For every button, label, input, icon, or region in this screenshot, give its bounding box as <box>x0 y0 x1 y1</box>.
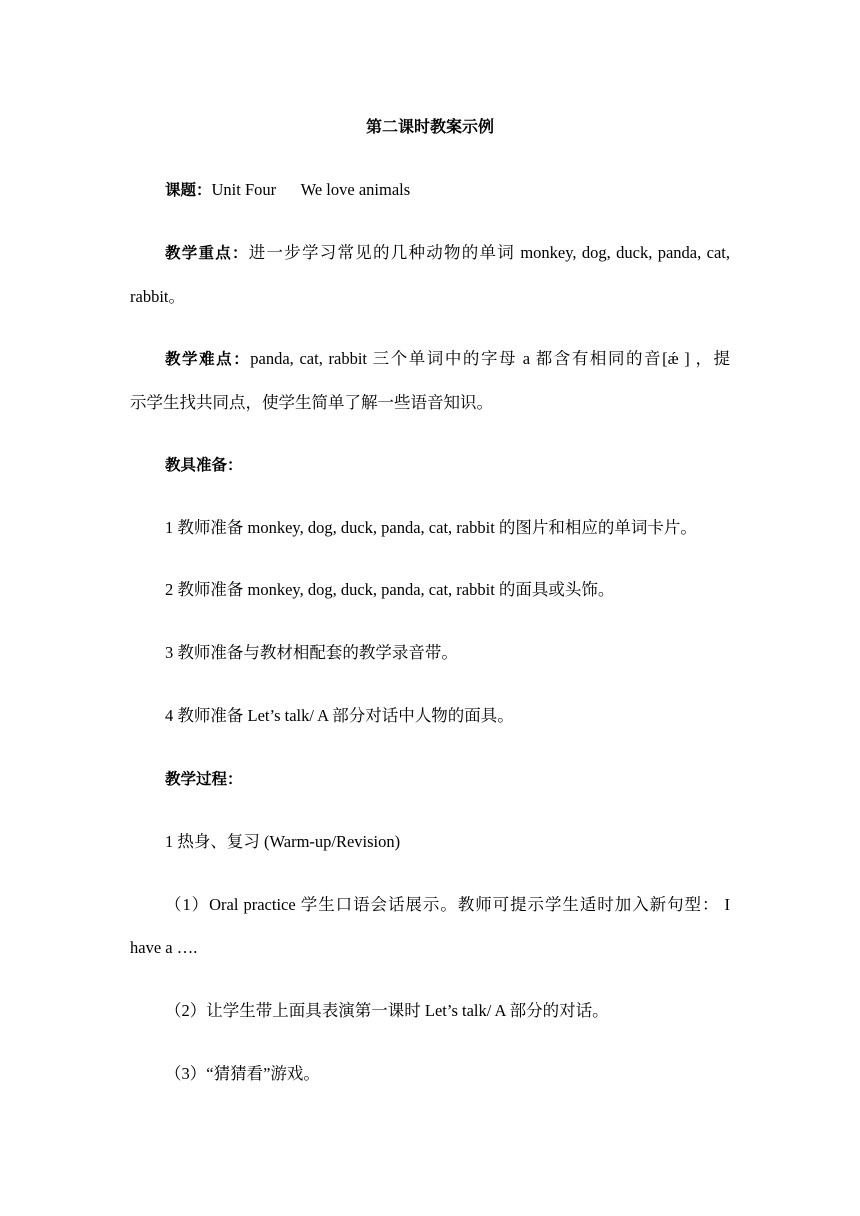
materials-item-3: 3 教师准备与教材相配套的教学录音带。 <box>165 643 458 662</box>
process-sub-2: （2）让学生带上面具表演第一课时 Let’s talk/ A 部分的对话。 <box>165 1001 609 1020</box>
topic-value: Unit Four We love animals <box>211 180 411 199</box>
process-sub-1-line-1: （1）Oral practice 学生口语会话展示。教师可提示学生适时加入新句型： I <box>165 895 730 914</box>
materials-item-1: 1 教师准备 monkey, dog, duck, panda, cat, rabbit 的图片和相应的单词卡片。 <box>165 518 697 537</box>
difficulties-line-1 <box>165 349 730 369</box>
materials-item-2: 2 教师准备 monkey, dog, duck, panda, cat, rabbit 的面具或头饰。 <box>165 580 615 599</box>
process-step-1: 1 热身、复习 (Warm-up/Revision) <box>165 832 401 851</box>
topic-label: 课题： <box>165 181 212 199</box>
materials-heading: 教具准备： <box>165 456 243 474</box>
process-sub-1-line-2: have a …. <box>130 938 198 957</box>
difficulties-label: 教学难点： <box>165 350 251 368</box>
process-sub-3: （3）“猜猜看”游戏。 <box>165 1064 320 1083</box>
key-points-text: 进一步学习常见的几种动物的单词 monkey, dog, duck, panda, cat, <box>248 243 730 262</box>
key-points-line-2: rabbit。 <box>130 287 185 306</box>
topic-line <box>165 180 410 200</box>
difficulties-line-2: 示学生找共同点，使学生简单了解一些语音知识。 <box>130 393 493 412</box>
materials-item-4: 4 教师准备 Let’s talk/ A 部分对话中人物的面具。 <box>165 706 514 725</box>
process-heading: 教学过程： <box>165 770 243 788</box>
key-points-line-1 <box>165 243 730 263</box>
key-points-label: 教学重点： <box>165 244 249 262</box>
document-title: 第二课时教案示例 <box>365 117 494 136</box>
difficulties-text: panda, cat, rabbit 三个单词中的字母 a 都含有相同的音[ǽ ] ，提 <box>250 349 730 368</box>
